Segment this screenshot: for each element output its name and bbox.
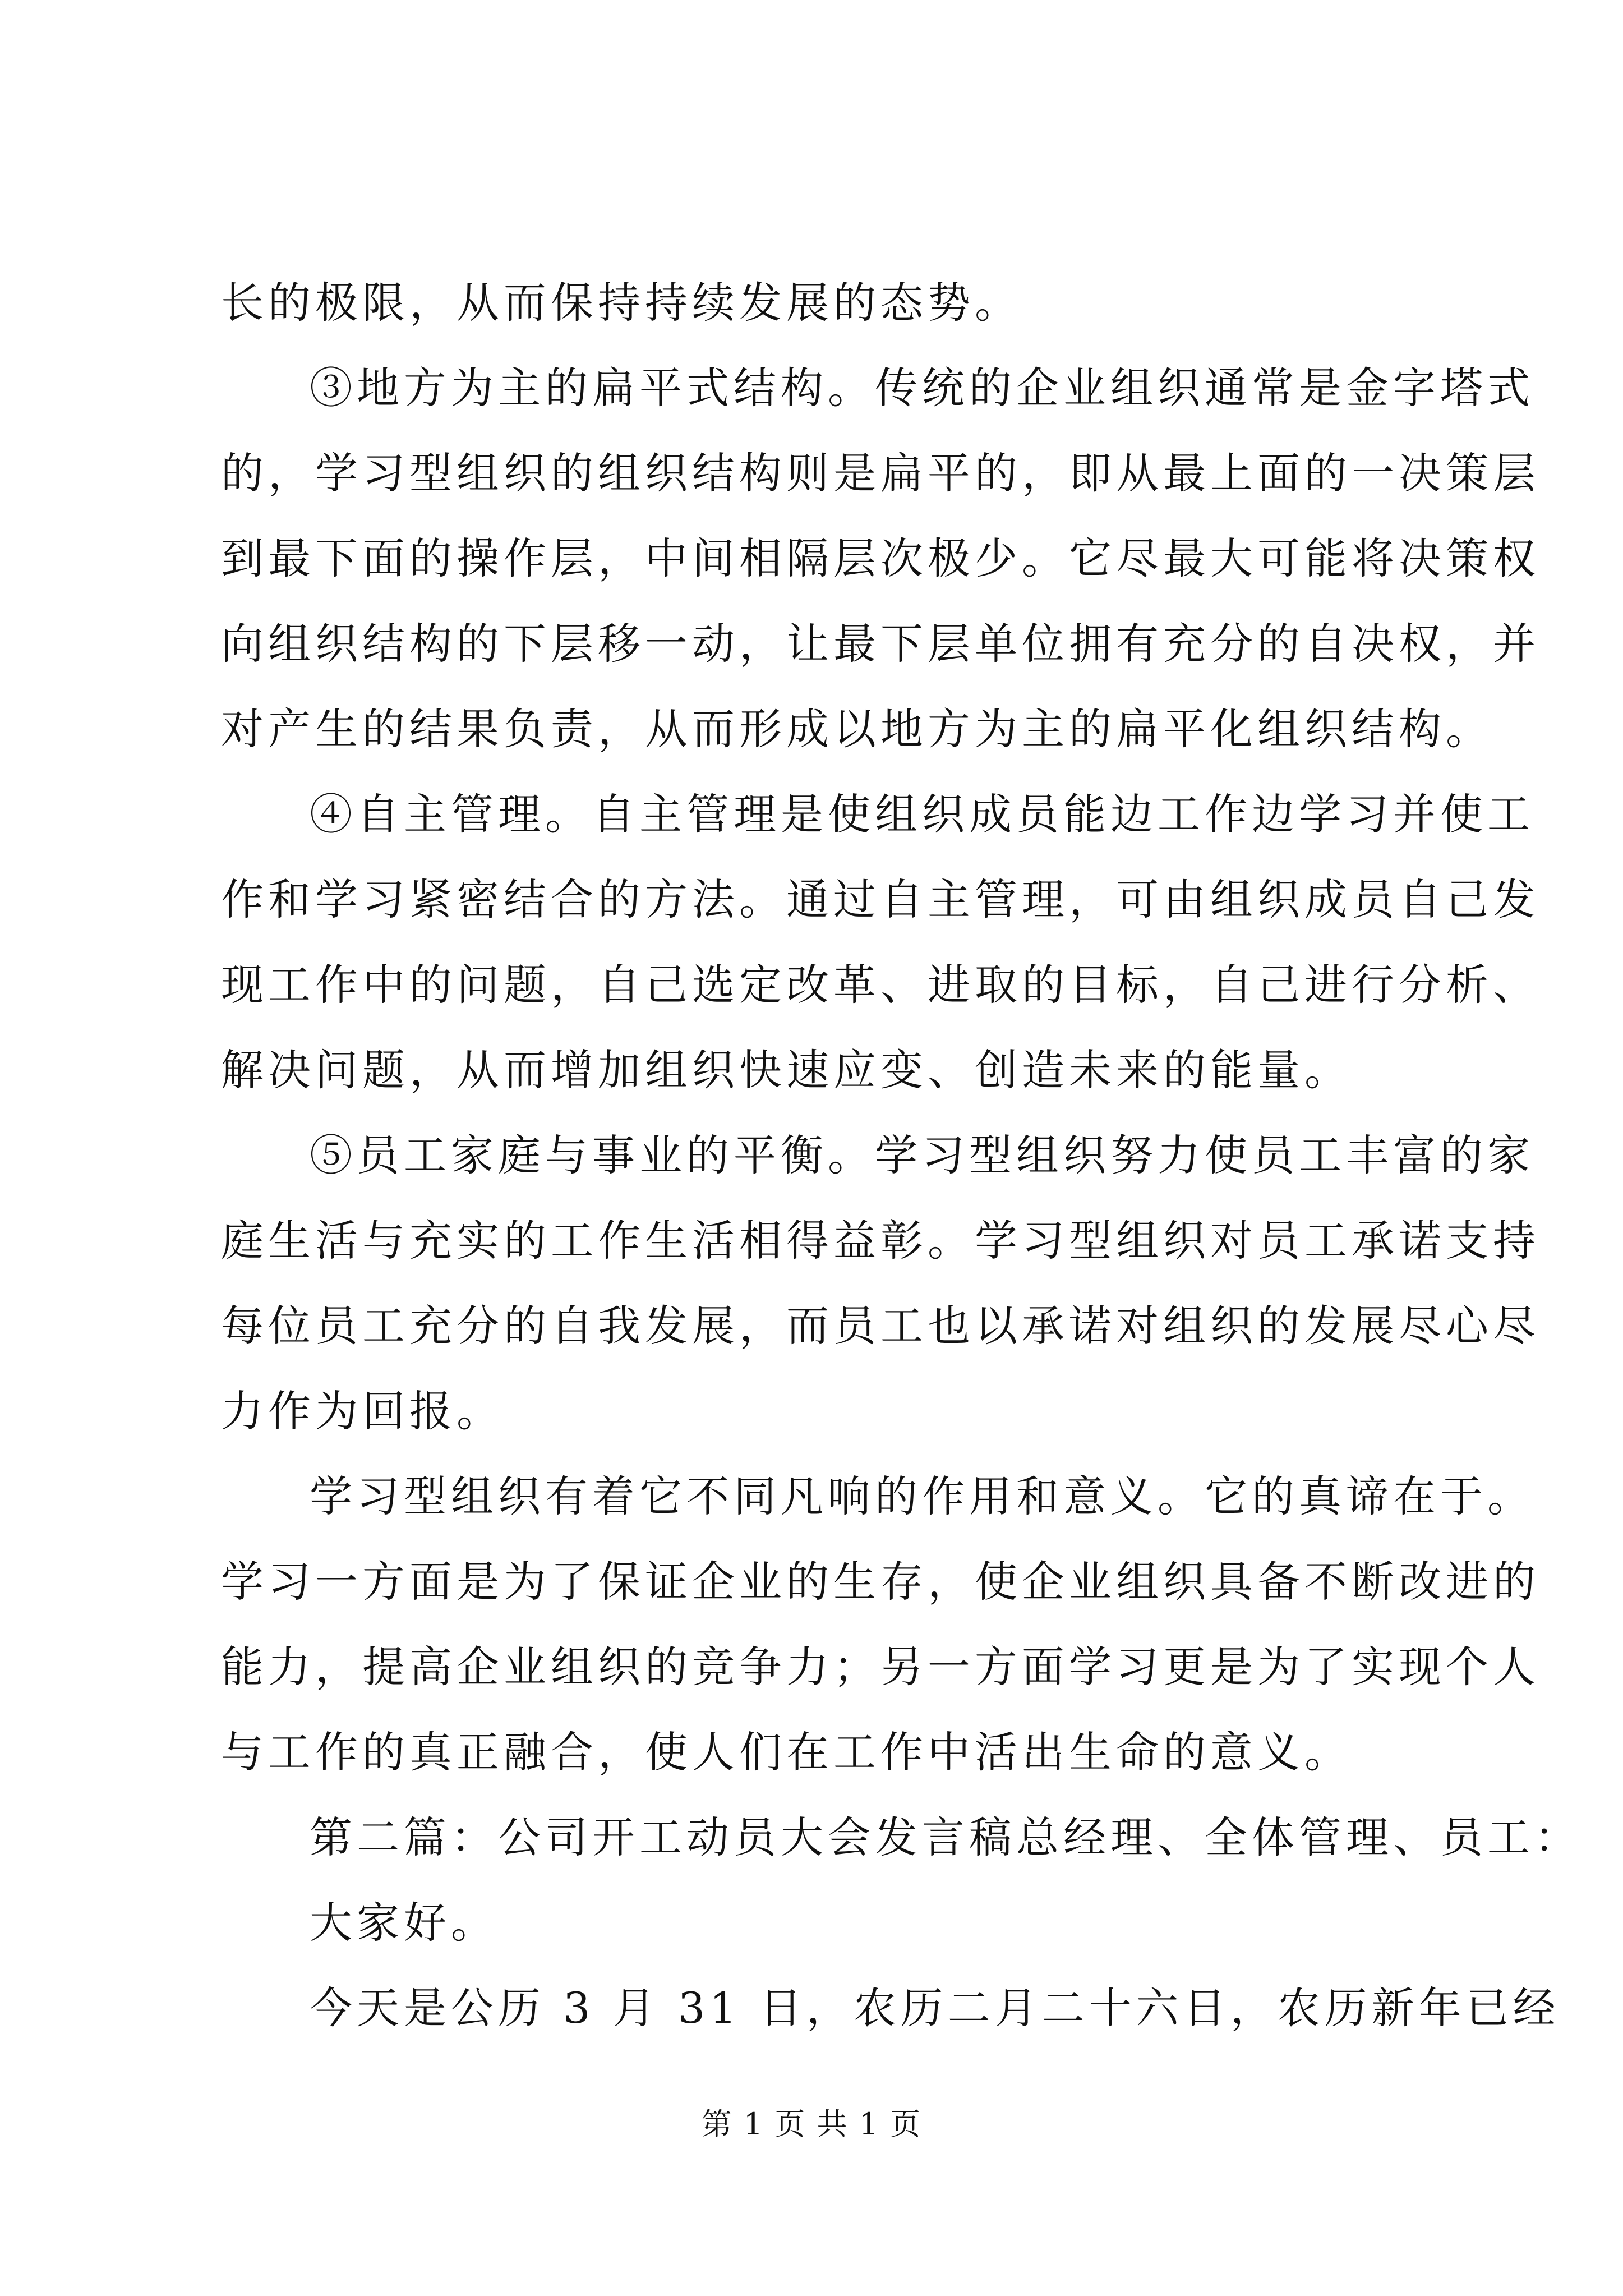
text-line: 学习一方面是为了保证企业的生存，使企业组织具备不断改进的 — [221, 1557, 1540, 1607]
text-line: ③地方为主的扁平式结构。传统的企业组织通常是金字塔式 — [310, 363, 1534, 413]
greeting-line: 大家好。 — [310, 1898, 498, 1948]
document-body — [221, 260, 1581, 2051]
text-line: 对产生的结果负责，从而形成以地方为主的扁平化组织结构。 — [221, 704, 1493, 754]
text-line: 长的极限，从而保持持续发展的态势。 — [221, 278, 1022, 328]
text-line: 今天是公历 3 月 31 日，农历二月二十六日，农历新年已经 — [310, 1983, 1560, 2033]
text-line: ④自主管理。自主管理是使组织成员能边工作边学习并使工 — [310, 789, 1534, 839]
text-line: 解决问题，从而增加组织快速应变、创造未来的能量。 — [221, 1045, 1352, 1095]
text-line: 到最下面的操作层，中间相隔层次极少。它尽最大可能将决策权 — [221, 533, 1540, 583]
section-heading-line: 第二篇：公司开工动员大会发言稿总经理、全体管理、员工： — [310, 1812, 1581, 1862]
text-line: 与工作的真正融合，使人们在工作中活出生命的意义。 — [221, 1727, 1352, 1777]
text-line: 力作为回报。 — [221, 1386, 504, 1436]
text-line: 庭生活与充实的工作生活相得益彰。学习型组织对员工承诺支持 — [221, 1216, 1540, 1266]
text-line: 现工作中的问题，自己选定改革、进取的目标，自己进行分析、 — [221, 960, 1540, 1010]
text-line: 每位员工充分的自我发展，而员工也以承诺对组织的发展尽心尽 — [221, 1301, 1540, 1351]
page-footer: 第 1 页 共 1 页 — [701, 2106, 922, 2142]
text-line: 向组织结构的下层移一动，让最下层单位拥有充分的自决权，并 — [221, 619, 1540, 669]
text-line: ⑤员工家庭与事业的平衡。学习型组织努力使员工丰富的家 — [310, 1130, 1534, 1180]
text-line: 作和学习紧密结合的方法。通过自主管理，可由组织成员自己发 — [221, 875, 1540, 924]
text-line: 学习型组织有着它不同凡响的作用和意义。它的真谛在于。 — [310, 1471, 1534, 1521]
text-line: 能力，提高企业组织的竞争力；另一方面学习更是为了实现个人 — [221, 1642, 1540, 1692]
text-line: 的，学习型组织的组织结构则是扁平的，即从最上面的一决策层 — [221, 448, 1540, 498]
